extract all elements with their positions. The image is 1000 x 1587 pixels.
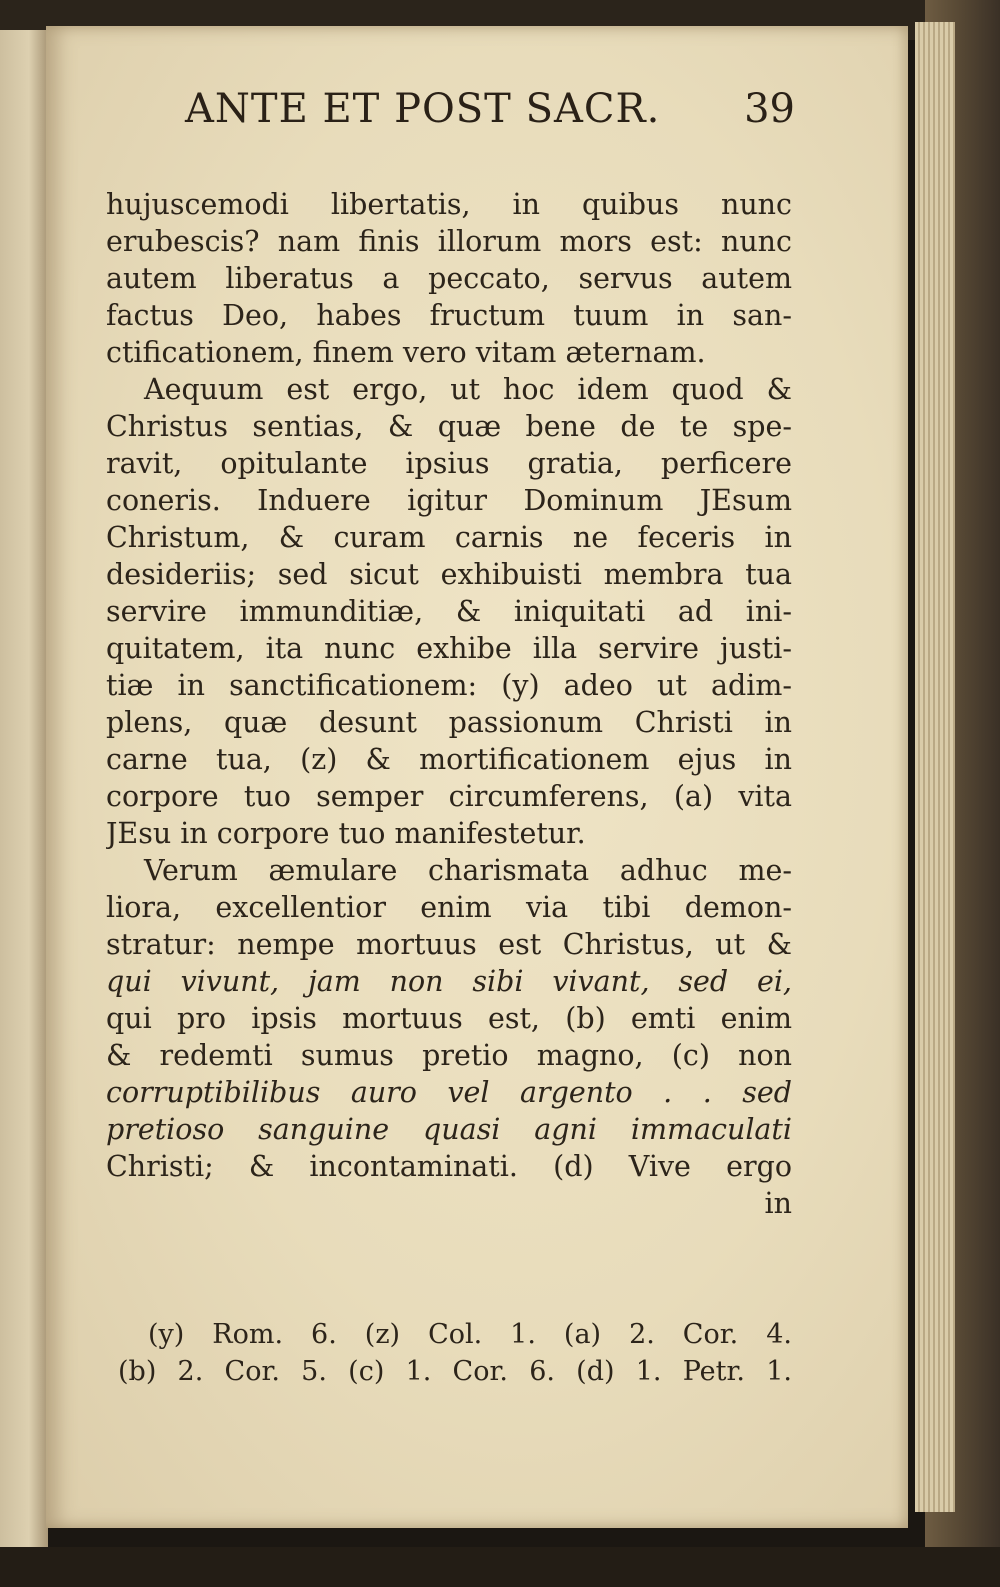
- scan-bottom-border: [0, 1547, 1000, 1587]
- text-line: qui vivunt, jam non sibi vivant, sed ei,: [106, 965, 792, 998]
- text-line: Christum, & curam carnis ne feceris in: [106, 521, 792, 554]
- page-number: 39: [744, 86, 795, 132]
- text-line: carne tua, (z) & mortificationem ejus in: [106, 743, 792, 776]
- running-title: ANTE ET POST SACR.: [185, 86, 661, 132]
- text-line: desideriis; sed sicut exhibuisti membra tua: [106, 558, 792, 591]
- footnote: (c) 1. Cor. 6.: [348, 1356, 555, 1387]
- text-line: corpore tuo semper circumferens, (a) vita: [106, 780, 792, 813]
- text-line: autem liberatus a peccato, servus autem: [106, 262, 792, 295]
- page-stack-edge: [915, 22, 955, 1512]
- previous-page-edge: [0, 30, 48, 1560]
- catchword: in: [764, 1187, 792, 1220]
- text-line: factus Deo, habes fructum tuum in san-: [106, 299, 792, 332]
- text-line: corruptibilibus auro vel argento . . sed: [106, 1076, 792, 1109]
- page-header: [185, 82, 795, 152]
- text-line: tiæ in sanctificationem: (y) adeo ut adim-: [106, 669, 792, 702]
- footnote: (a) 2. Cor. 4.: [563, 1319, 792, 1350]
- text-line: & redemti sumus pretio magno, (c) non: [106, 1039, 792, 1072]
- footnote: (y) Rom. 6.: [148, 1319, 337, 1350]
- text-line: Aequum est ergo, ut hoc idem quod &: [144, 373, 792, 406]
- footnote: (d) 1. Petr. 1.: [576, 1356, 792, 1387]
- text-line: ravit, opitulante ipsius gratia, perficere: [106, 447, 792, 480]
- text-line: Christus sentias, & quæ bene de te spe-: [106, 410, 792, 443]
- text-line: plens, quæ desunt passionum Christi in: [106, 706, 792, 739]
- text-line: Christi; & incontaminati. (d) Vive ergo: [106, 1150, 792, 1183]
- text-line: quitatem, ita nunc exhibe illa servire justi-: [106, 632, 792, 665]
- footnotes: [118, 1316, 792, 1390]
- text-line: stratur: nempe mortuus est Christus, ut &: [106, 928, 792, 961]
- footnote: (b) 2. Cor. 5.: [118, 1356, 327, 1387]
- body-text: [106, 186, 792, 1222]
- text-line: hujuscemodi libertatis, in quibus nunc: [106, 188, 792, 221]
- text-line: erubescis? nam finis illorum mors est: nunc: [106, 225, 792, 258]
- text-line: ctificationem, finem vero vitam æternam.: [106, 336, 706, 369]
- text-line: JEsu in corpore tuo manifestetur.: [106, 817, 586, 850]
- text-line: qui pro ipsis mortuus est, (b) emti enim: [106, 1002, 792, 1035]
- footnote: (z) Col. 1.: [364, 1319, 536, 1350]
- text-line: liora, excellentior enim via tibi demon-: [106, 891, 792, 924]
- text-line: Verum æmulare charismata adhuc me-: [144, 854, 792, 887]
- footnote-line: [118, 1353, 792, 1390]
- text-line: pretioso sanguine quasi agni immaculati: [106, 1113, 792, 1146]
- text-line: coneris. Induere igitur Dominum JEsum: [106, 484, 792, 517]
- text-line: servire immunditiæ, & iniquitati ad ini-: [106, 595, 792, 628]
- footnote-line: [148, 1316, 792, 1353]
